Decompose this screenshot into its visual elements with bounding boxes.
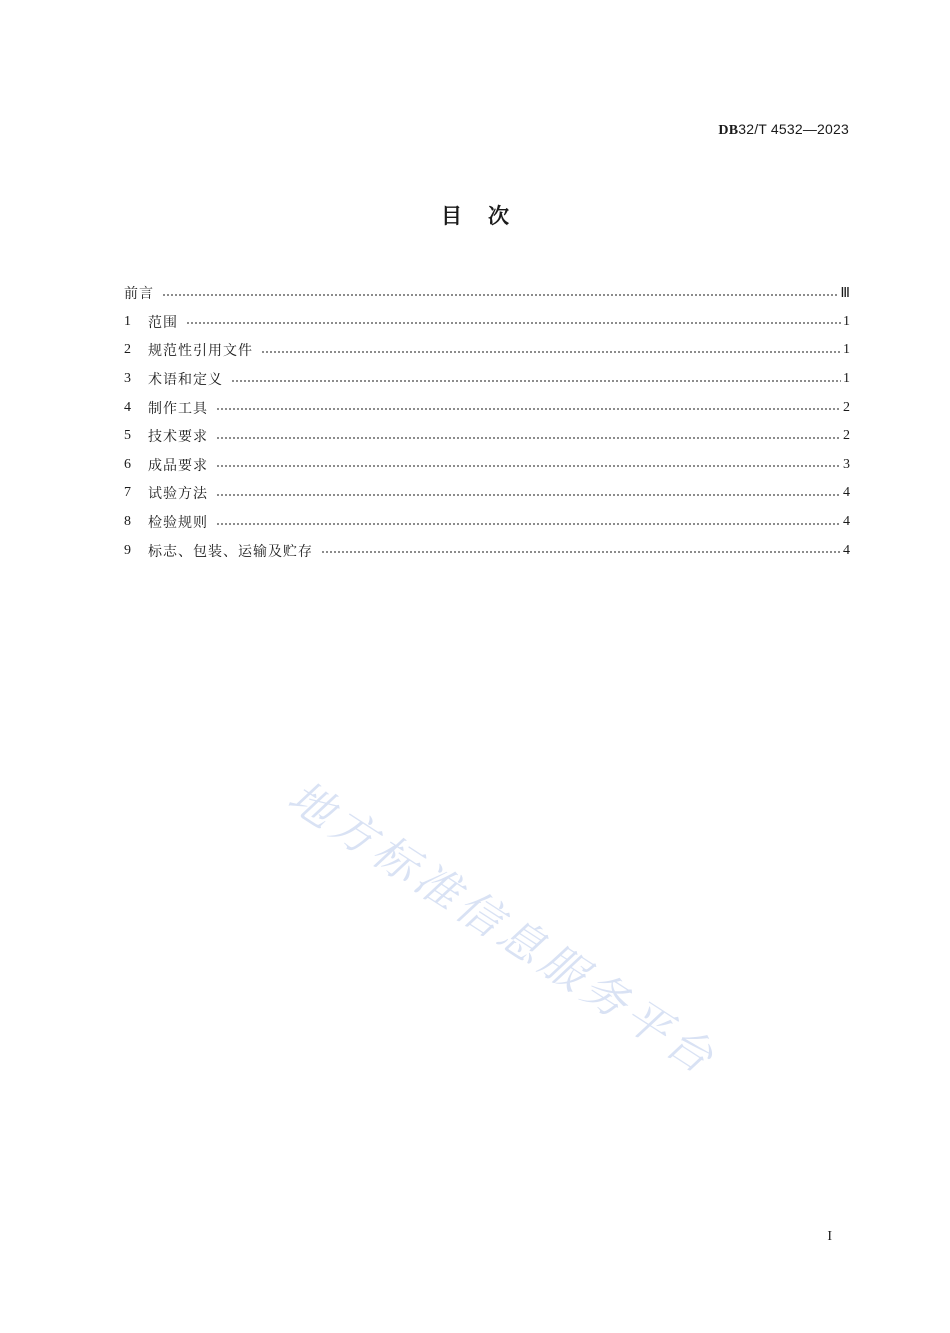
toc-entry-number: 7 — [124, 485, 131, 501]
toc-entry-title: 成品要求 — [148, 457, 208, 474]
toc-entry-number: 5 — [124, 428, 131, 444]
document-code-number: 32/T 4532—2023 — [738, 121, 849, 137]
toc-entry-page: 2 — [843, 428, 850, 444]
page-number: I — [827, 1229, 832, 1244]
toc-leader-dots — [216, 494, 841, 496]
toc-entry-title: 规范性引用文件 — [148, 343, 253, 360]
toc-entry-page: 3 — [843, 456, 850, 472]
toc-entry-title: 试验方法 — [148, 486, 208, 503]
toc-entry-number: 6 — [124, 456, 131, 472]
toc-entry-page: Ⅲ — [840, 285, 850, 301]
document-code — [718, 121, 849, 139]
watermark: 地方标准信息服务平台 — [278, 771, 727, 1087]
toc-entry-2[interactable] — [124, 336, 850, 365]
toc-entry-6[interactable] — [124, 451, 850, 480]
toc-leader-dots — [216, 437, 841, 439]
toc-entry-7[interactable] — [124, 479, 850, 508]
toc-entry-number: 4 — [124, 399, 131, 415]
toc-entry-page: 1 — [843, 371, 850, 387]
toc-leader-dots — [216, 465, 841, 467]
toc-entry-title: 检验规则 — [148, 515, 208, 532]
toc-entry-page: 1 — [843, 342, 850, 358]
toc-entry-3[interactable] — [124, 365, 850, 394]
toc-entry-5[interactable] — [124, 422, 850, 451]
toc-entry-title: 制作工具 — [148, 400, 208, 417]
toc-leader-dots — [216, 523, 841, 525]
toc-entry-title: 前言 — [124, 286, 154, 303]
toc-entry-title: 范围 — [148, 314, 178, 331]
document-code-prefix: DB — [718, 123, 739, 138]
toc-entry-8[interactable] — [124, 508, 850, 537]
toc-entry-foreword[interactable] — [124, 279, 850, 308]
toc-entry-4[interactable] — [124, 393, 850, 422]
toc-leader-dots — [321, 551, 841, 553]
toc-entry-9[interactable] — [124, 536, 850, 565]
toc-entry-number: 1 — [124, 313, 131, 329]
toc-leader-dots — [216, 408, 841, 410]
toc-entry-number: 3 — [124, 371, 131, 387]
toc-leader-dots — [261, 351, 841, 353]
toc-entry-number: 2 — [124, 342, 131, 358]
toc-entry-number: 9 — [124, 542, 131, 558]
toc-entry-page: 4 — [843, 485, 850, 501]
toc-entry-1[interactable] — [124, 308, 850, 337]
toc-entry-page: 1 — [843, 313, 850, 329]
toc-entry-page: 4 — [843, 514, 850, 530]
toc-entry-title: 标志、包装、运输及贮存 — [148, 543, 313, 560]
toc-leader-dots — [186, 322, 841, 324]
toc-entry-page: 2 — [843, 399, 850, 415]
table-of-contents — [124, 279, 850, 565]
toc-leader-dots — [231, 380, 841, 382]
toc-entry-title: 术语和定义 — [148, 372, 223, 389]
toc-entry-title: 技术要求 — [148, 429, 208, 446]
toc-entry-page: 4 — [843, 542, 850, 558]
toc-entry-number: 8 — [124, 514, 131, 530]
toc-leader-dots — [162, 294, 838, 296]
toc-title: 目次 — [441, 204, 535, 228]
